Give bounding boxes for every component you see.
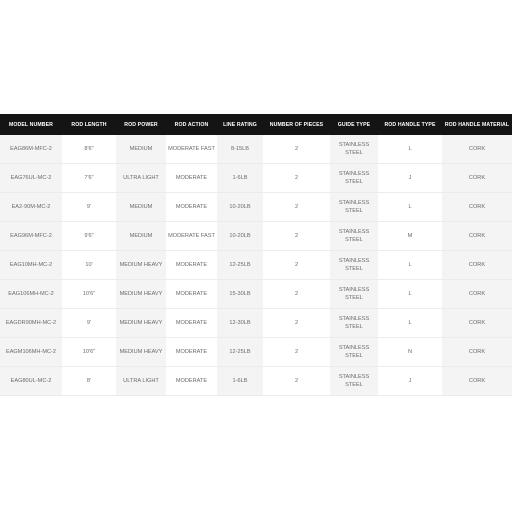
cell-rod-handle-type: J: [378, 367, 442, 396]
table-row: [0, 135, 512, 164]
cell-rod-action: MODERATE FAST: [166, 222, 217, 251]
cell-guide-type: STAINLESS STEEL: [330, 135, 378, 164]
cell-guide-type: STAINLESS STEEL: [330, 309, 378, 338]
table-row: [0, 222, 512, 251]
cell-line-rating: 15-30LB: [217, 280, 263, 309]
header-line-rating: LINE RATING: [223, 121, 257, 128]
cell-rod-handle-type: N: [378, 338, 442, 367]
cell-line-rating: 12-25LB: [217, 338, 263, 367]
cell-line-rating: 12-25LB: [217, 251, 263, 280]
cell-rod-power: MEDIUM HEAVY: [116, 338, 166, 367]
cell-line-rating: 8-15LB: [217, 135, 263, 164]
cell-rod-handle-type: J: [378, 164, 442, 193]
cell-number-of-pieces: 2: [263, 280, 330, 309]
table-row: [0, 338, 512, 367]
cell-guide-type: STAINLESS STEEL: [330, 222, 378, 251]
table-row: [0, 251, 512, 280]
cell-rod-handle-material: CORK: [442, 338, 512, 367]
cell-model-number: EAG86M-MFC-2: [0, 135, 62, 164]
cell-rod-length: 9': [62, 193, 116, 222]
header-row: [0, 114, 512, 135]
cell-line-rating: 10-20LB: [217, 193, 263, 222]
cell-rod-power: MEDIUM: [116, 222, 166, 251]
cell-rod-power: MEDIUM HEAVY: [116, 280, 166, 309]
table-row: [0, 280, 512, 309]
cell-number-of-pieces: 2: [263, 222, 330, 251]
spec-table-container: [0, 114, 512, 396]
cell-rod-handle-type: L: [378, 135, 442, 164]
cell-line-rating: 1-6LB: [217, 164, 263, 193]
header-rod-handle-type: ROD HANDLE TYPE: [384, 121, 436, 128]
cell-rod-handle-material: CORK: [442, 251, 512, 280]
cell-line-rating: 10-20LB: [217, 222, 263, 251]
cell-line-rating: 12-30LB: [217, 309, 263, 338]
cell-number-of-pieces: 2: [263, 164, 330, 193]
cell-rod-power: MEDIUM: [116, 135, 166, 164]
cell-rod-power: ULTRA LIGHT: [116, 164, 166, 193]
rod-spec-table: [0, 114, 512, 396]
cell-rod-length: 8': [62, 367, 116, 396]
cell-rod-action: MODERATE: [166, 338, 217, 367]
cell-model-number: EAGDR90MH-MC-2: [0, 309, 62, 338]
cell-rod-action: MODERATE: [166, 164, 217, 193]
header-model-number: MODEL NUMBER: [8, 121, 54, 128]
header-number-of-pieces: NUMBER OF PIECES: [269, 121, 324, 128]
cell-rod-action: MODERATE: [166, 309, 217, 338]
cell-rod-handle-material: CORK: [442, 135, 512, 164]
cell-guide-type: STAINLESS STEEL: [330, 251, 378, 280]
cell-rod-length: 9': [62, 309, 116, 338]
header-rod-power: ROD POWER: [124, 121, 158, 128]
cell-rod-length: 9'6": [62, 222, 116, 251]
cell-model-number: EAG96M-MFC-2: [0, 222, 62, 251]
header-rod-action: ROD ACTION: [174, 121, 209, 128]
cell-model-number: EA2-90M-MC-2: [0, 193, 62, 222]
cell-rod-handle-material: CORK: [442, 280, 512, 309]
cell-model-number: EAG106MH-MC-2: [0, 280, 62, 309]
cell-number-of-pieces: 2: [263, 135, 330, 164]
cell-guide-type: STAINLESS STEEL: [330, 367, 378, 396]
cell-rod-length: 7'6": [62, 164, 116, 193]
cell-guide-type: STAINLESS STEEL: [330, 193, 378, 222]
cell-model-number: EAG10MH-MC-2: [0, 251, 62, 280]
cell-rod-length: 10': [62, 251, 116, 280]
table-row: [0, 367, 512, 396]
cell-rod-handle-type: L: [378, 193, 442, 222]
cell-rod-power: MEDIUM HEAVY: [116, 309, 166, 338]
cell-rod-handle-material: CORK: [442, 367, 512, 396]
cell-rod-length: 8'6": [62, 135, 116, 164]
cell-rod-action: MODERATE: [166, 251, 217, 280]
cell-number-of-pieces: 2: [263, 338, 330, 367]
table-row: [0, 164, 512, 193]
cell-model-number: EAGM106MH-MC-2: [0, 338, 62, 367]
cell-model-number: EAG76UL-MC-2: [0, 164, 62, 193]
cell-rod-power: MEDIUM: [116, 193, 166, 222]
cell-number-of-pieces: 2: [263, 309, 330, 338]
cell-rod-handle-material: CORK: [442, 193, 512, 222]
header-guide-type: GUIDE TYPE: [337, 121, 371, 128]
cell-rod-handle-type: L: [378, 280, 442, 309]
cell-rod-handle-type: M: [378, 222, 442, 251]
cell-rod-length: 10'6": [62, 280, 116, 309]
table-row: [0, 193, 512, 222]
cell-line-rating: 1-6LB: [217, 367, 263, 396]
cell-rod-length: 10'6": [62, 338, 116, 367]
cell-rod-action: MODERATE FAST: [166, 135, 217, 164]
table-row: [0, 309, 512, 338]
cell-rod-action: MODERATE: [166, 280, 217, 309]
cell-rod-handle-type: L: [378, 309, 442, 338]
cell-rod-handle-material: CORK: [442, 222, 512, 251]
cell-rod-handle-type: L: [378, 251, 442, 280]
cell-rod-action: MODERATE: [166, 193, 217, 222]
cell-guide-type: STAINLESS STEEL: [330, 280, 378, 309]
header-rod-length: ROD LENGTH: [71, 121, 107, 128]
cell-rod-power: ULTRA LIGHT: [116, 367, 166, 396]
cell-model-number: EAG80UL-MC-2: [0, 367, 62, 396]
cell-guide-type: STAINLESS STEEL: [330, 164, 378, 193]
cell-number-of-pieces: 2: [263, 251, 330, 280]
cell-rod-handle-material: CORK: [442, 309, 512, 338]
cell-rod-power: MEDIUM HEAVY: [116, 251, 166, 280]
header-rod-handle-material: ROD HANDLE MATERIAL: [444, 121, 510, 128]
cell-rod-handle-material: CORK: [442, 164, 512, 193]
cell-number-of-pieces: 2: [263, 193, 330, 222]
cell-rod-action: MODERATE: [166, 367, 217, 396]
cell-guide-type: STAINLESS STEEL: [330, 338, 378, 367]
cell-number-of-pieces: 2: [263, 367, 330, 396]
